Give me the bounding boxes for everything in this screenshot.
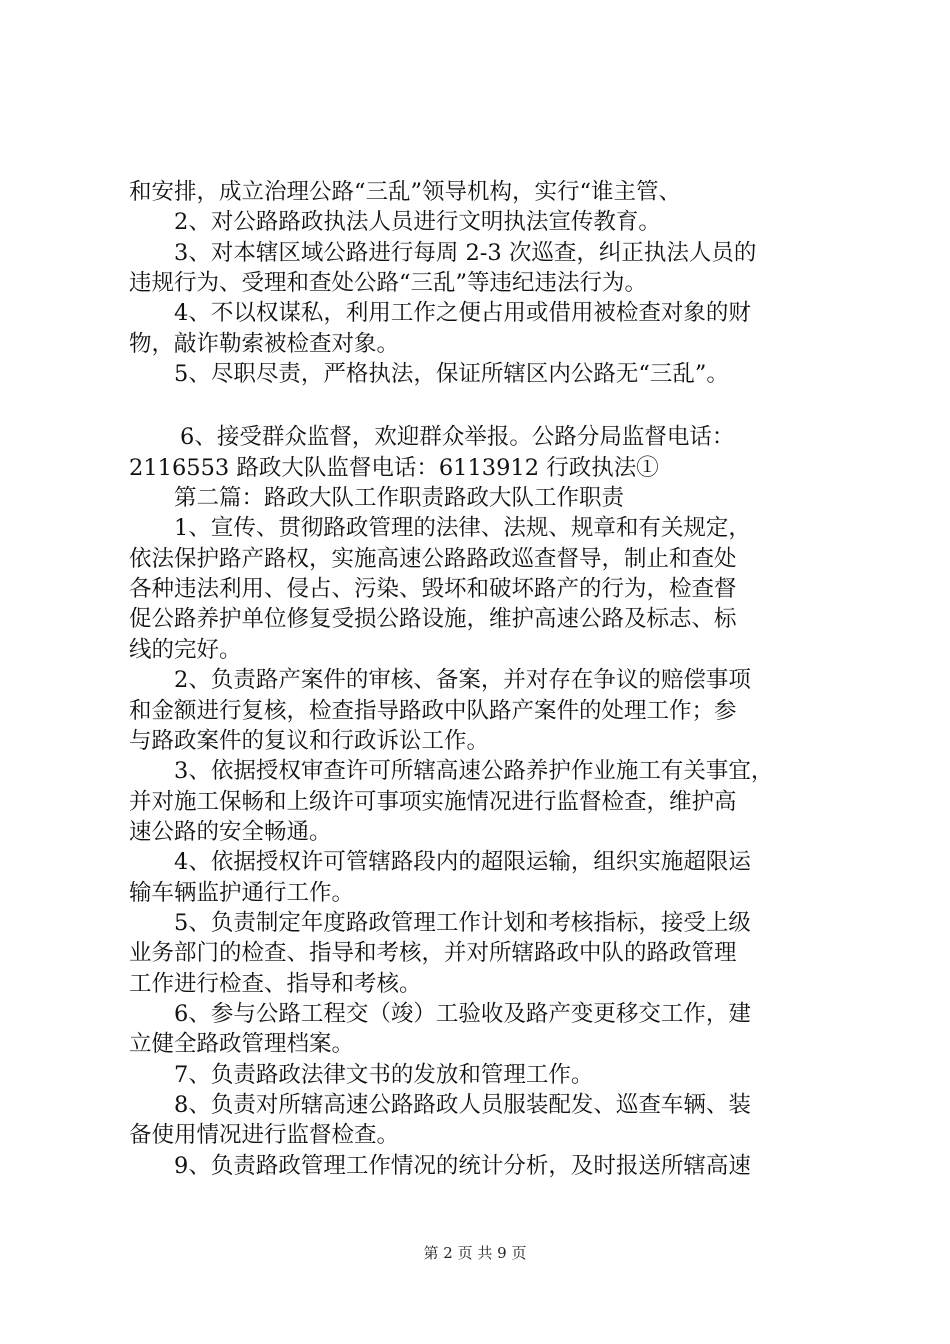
text-line: 和金额进行复核，检查指导路政中队路产案件的处理工作；参 [129, 698, 737, 724]
text-line: 速公路的安全畅通。 [129, 819, 332, 845]
text-line: 8、负责对所辖高速公路路政人员服装配发、巡查车辆、装 [174, 1092, 751, 1118]
text-line: 与路政案件的复议和行政诉讼工作。 [129, 728, 490, 754]
text-line: 6、参与公路工程交（竣）工验收及路产变更移交工作，建 [174, 1001, 751, 1027]
text-line: 3、对本辖区域公路进行每周 2-3 次巡查，纠正执法人员的 [174, 240, 757, 266]
text-line: 9、负责路政管理工作情况的统计分析，及时报送所辖高速 [174, 1153, 751, 1179]
text-line: 1、宣传、贯彻路政管理的法律、法规、规章和有关规定， [174, 515, 751, 541]
text-line: 输车辆监护通行工作。 [129, 880, 355, 906]
text-line: 和安排，成立治理公路“三乱”领导机构，实行“谁主管、 [129, 179, 682, 205]
text-line: 5、负责制定年度路政管理工作计划和考核指标，接受上级 [174, 910, 751, 936]
text-line: 2、负责路产案件的审核、备案，并对存在争议的赔偿事项 [174, 667, 751, 693]
text-line: 并对施工保畅和上级许可事项实施情况进行监督检查，维护高 [129, 789, 737, 815]
text-line: 5、尽职尽责，严格执法，保证所辖区内公路无“三乱”。 [174, 361, 729, 387]
text-line: 2、对公路路政执法人员进行文明执法宣传教育。 [174, 209, 661, 235]
text-line: 3、依据授权审查许可所辖高速公路养护作业施工有关事宜， [174, 758, 774, 784]
text-line: 违规行为、受理和查处公路“三乱”等违纪违法行为。 [129, 270, 648, 296]
text-line: 6、接受群众监督，欢迎群众举报。公路分局监督电话： [180, 424, 735, 450]
text-line: 促公路养护单位修复受损公路设施，维护高速公路及标志、标 [129, 606, 737, 632]
text-line: 立健全路政管理档案。 [129, 1031, 355, 1057]
text-line: 备使用情况进行监督检查。 [129, 1122, 400, 1148]
text-line: 7、负责路政法律文书的发放和管理工作。 [174, 1062, 594, 1088]
page-footer: 第 2 页 共 9 页 [423, 1244, 527, 1262]
text-line: 线的完好。 [129, 637, 242, 663]
section-heading: 第二篇：路政大队工作职责路政大队工作职责 [174, 485, 625, 511]
text-line: 各种违法利用、侵占、污染、毁坏和破坏路产的行为，检查督 [129, 576, 737, 602]
text-line: 4、不以权谋私，利用工作之便占用或借用被检查对象的财 [174, 300, 751, 326]
text-line: 业务部门的检查、指导和考核，并对所辖路政中队的路政管理 [129, 940, 737, 966]
text-line: 依法保护路产路权，实施高速公路路政巡查督导，制止和查处 [129, 546, 737, 572]
text-line: 工作进行检查、指导和考核。 [129, 971, 422, 997]
text-line: 4、依据授权许可管辖路段内的超限运输，组织实施超限运 [174, 849, 751, 875]
text-line: 2116553 路政大队监督电话：6113912 行政执法① [129, 455, 659, 481]
text-line: 物，敲诈勒索被检查对象。 [129, 331, 400, 357]
